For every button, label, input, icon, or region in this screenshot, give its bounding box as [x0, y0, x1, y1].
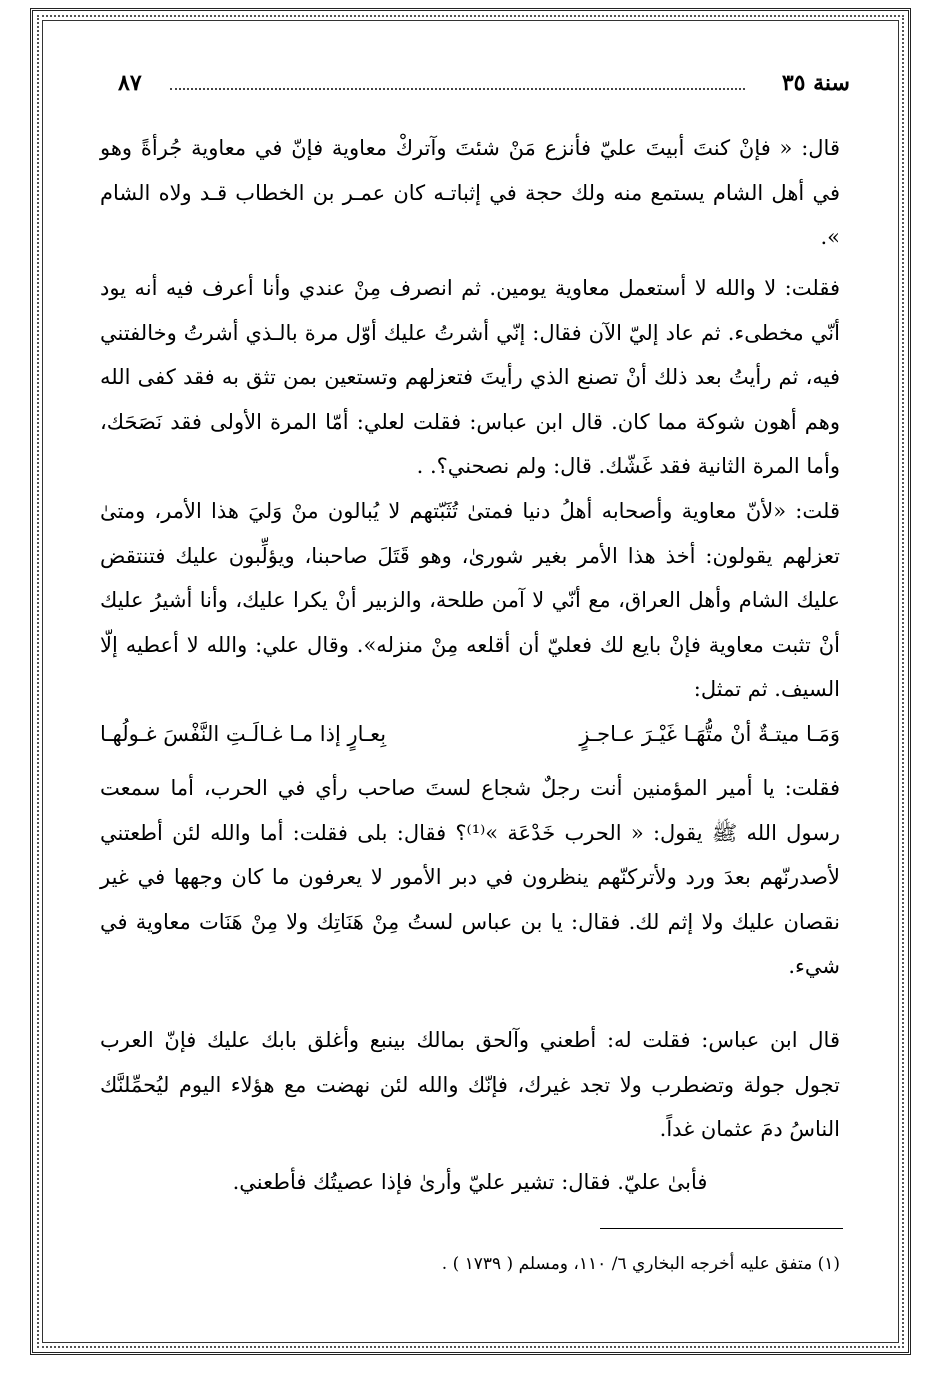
- verse-first-hemistich: وَمَـا ميتـةٌ أنْ متُّهَـا غَيْـرَ عـاجـزٍ: [579, 722, 840, 746]
- paragraph-1: قال: « فإنْ كنتَ أبيتَ عليّ فأنزع مَنْ شئتَ وآتركْ معاوية فإنّ في معاوية جُرأةً وهو في أهل الشام يستمع منه ولك حجة في إثباتـه كان عمـر بن الخطاب قـد ولاه الشام ».: [100, 136, 840, 249]
- paragraph-4: فقلت: يا أمير المؤمنين أنت رجلٌ شجاع لستَ صاحب رأي في الحرب، أما سمعت رسول الله ﷺ يقول: « الحرب خَدْعَة »⁽¹⁾؟ فقال: بلى فقلت: أما والله لئن أطعتني لأصدرنّهم بعدَ ورد ولأتركنّهم ينظرون في دبر الأمور لا يعرفون ما كان وجهها في غير نقصان عليك ولا إثم لك. فقال: يا بن عباس لستُ مِنْ هَنَاتِك ولا مِنْ هَنَات معاوية في شيء.: [100, 776, 840, 978]
- paragraph-3: قلت: «لأنّ معاوية وأصحابه أهلُ دنيا فمتىٰ تُثَبّتهم لا يُبالون منْ وَليَ هذا الأمر، ومتىٰ تعزلهم يقولون: أخذ هذا الأمر بغير شورىٰ، وهو قَتَلَ صاحبنا، ويؤلِّبون عليك فتنتقض عليك الشام وأهل العراق، مع أنّي لا آمن طلحة، والزبير أنْ يكرا عليك، وأنا أشيرُ عليك أنْ تثبت معاوية فإنْ بايع لك فعليّ أن أقلعه مِنْ منزله». وقال علي: والله لا أعطيه إلّا السيف. ثم تمثل:: [100, 499, 840, 701]
- paragraph-3-block: [100, 489, 840, 712]
- paragraph-2: فقلت: لا والله لا أستعمل معاوية يومين. ثم انصرف مِنْ عندي وأنا أعرف فيه أنه يود أنّي مخطىء. ثم عاد إليّ الآن فقال: إنّي أشرتُ عليك أوّل مرة بالـذي أشرتُ وخالفتني فيه، ثم رأيتُ بعد ذلك أنْ تصنع الذي رأيتَ فتعزلهم وتستعين بمن تثق به فقد كفى الله وهم أهون شوكة مما كان. قال ابن عباس: فقلت لعلي: أمّا المرة الأولى فقد نَصَحَك، وأما المرة الثانية فقد غَشّك. قال: ولم نصحني؟. .: [100, 276, 840, 478]
- page-header: [110, 70, 850, 100]
- paragraph-4-block: [100, 766, 840, 989]
- footnote-separator: [600, 1228, 843, 1229]
- paragraph-1-block: [100, 126, 840, 260]
- page-number: ٨٧: [118, 70, 142, 96]
- paragraph-5-block: [100, 1018, 840, 1152]
- verse-second-hemistich: بِعـارٍ إذا مـا غـالَـتِ النَّفْسَ غـولُهـا: [100, 722, 387, 746]
- footnote: (١) متفق عليه أخرجه البخاري ٦/ ١١٠، ومسلم ( ١٧٣٩ ) .: [441, 1254, 840, 1274]
- closing-line: فأبىٰ عليّ. فقال: تشير عليّ وأرىٰ فإذا عصيتُك فأطعني.: [232, 1170, 708, 1194]
- paragraph-2-block: [100, 266, 840, 489]
- poetry-verse: [100, 712, 840, 756]
- header-dotted-rule: [170, 88, 745, 90]
- running-title: سنة ٣٥: [781, 70, 850, 96]
- paragraph-5: قال ابن عباس: فقلت له: أطعني وآلحق بمالك بينبع وأغلق بابك عليك فإنّ العرب تجول جولة وتضطرب ولا تجد غيرك، فإنّك والله لئن نهضت مع هؤلاء اليوم ليُحمِّلنَّك الناسُ دمَ عثمان غداً.: [100, 1028, 840, 1141]
